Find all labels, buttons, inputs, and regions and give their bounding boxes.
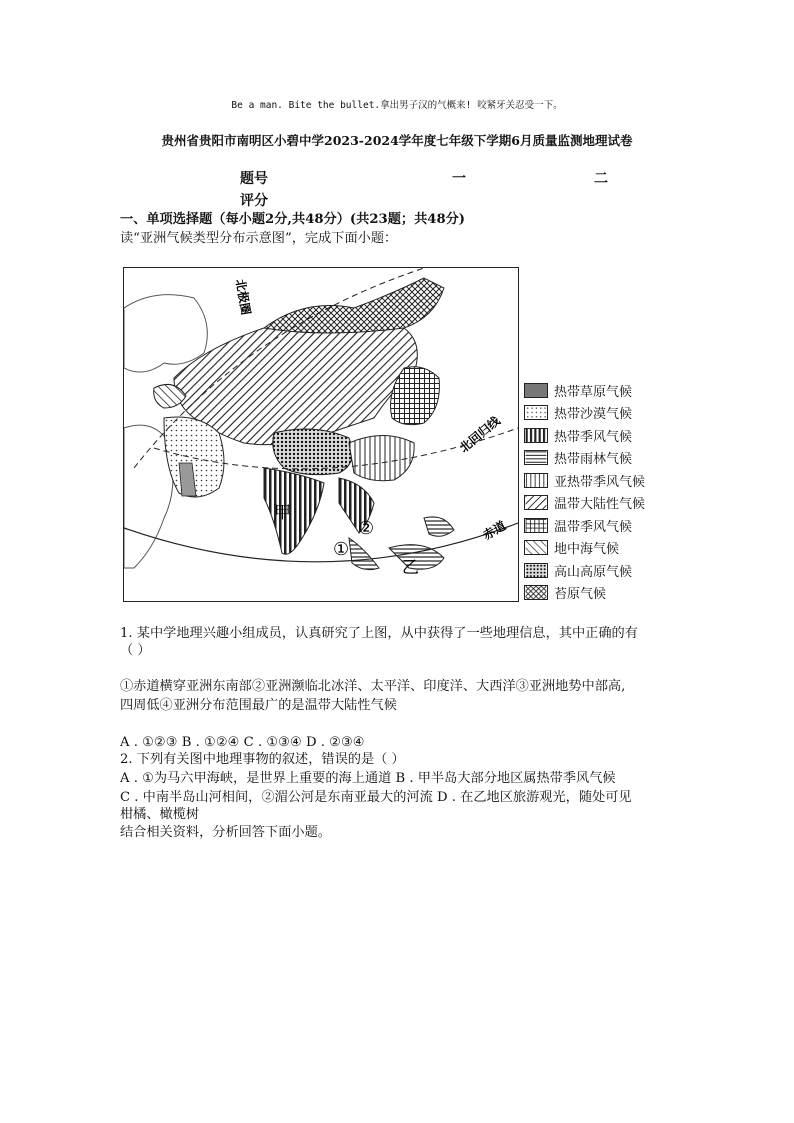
legend-item (524, 537, 654, 560)
legend-label: 热带草原气候 (554, 384, 633, 400)
legend-item (524, 447, 654, 470)
followup-instruction: 结合相关资料，分析回答下面小题。 (120, 825, 331, 840)
legend-label: 温带大陆性气候 (554, 497, 646, 513)
legend-item (524, 582, 654, 605)
score-table-row2-label: 评分 (240, 193, 268, 209)
label-equator: 赤道 (480, 518, 509, 543)
label-arctic-circle: 北极圈 (233, 278, 254, 316)
header-motto: Be a man. Bite the bullet.拿出男子汉的气概来! 咬紧牙关忍受一下。 (231, 100, 563, 111)
map-legend (524, 379, 654, 604)
label-jia: 甲 (274, 503, 291, 523)
q1-paren: （ ） (120, 643, 151, 658)
legend-label: 高山高原气候 (554, 564, 633, 580)
legend-label: 热带季风气候 (554, 429, 633, 445)
asia-climate-map (123, 267, 519, 602)
legend-swatch (524, 518, 548, 533)
label-two: ② (358, 518, 375, 539)
q1-statements-line2: 四周低④亚洲分布范围最广的是温带大陆性气候 (120, 698, 397, 713)
legend-swatch (524, 585, 548, 600)
legend-item (524, 492, 654, 515)
legend-swatch (524, 405, 548, 420)
legend-label: 热带沙漠气候 (554, 407, 633, 423)
q2-stem: 2. 下列有关图中地理事物的叙述，错误的是（ ） (120, 752, 405, 767)
map-svg (124, 268, 518, 601)
q1-options: A . ①②③ B . ①②④ C . ①③④ D . ②③④ (120, 735, 365, 750)
legend-label: 地中海气候 (554, 542, 620, 558)
legend-swatch (524, 563, 548, 578)
section1-intro: 读“亚洲气候类型分布示意图”，完成下面小题： (120, 231, 398, 246)
legend-item (524, 402, 654, 425)
score-table-col2: 二 (594, 171, 608, 187)
legend-swatch (524, 473, 548, 488)
legend-swatch (524, 428, 548, 443)
q2-options-cd: C . 中南半岛山河相间，②湄公河是东南亚最大的河流 D . 在乙地区旅游观光，随处可见 (120, 790, 632, 805)
legend-item (524, 514, 654, 537)
q2-options-cd-cont: 柑橘、橄榄树 (120, 807, 200, 822)
legend-swatch (524, 495, 548, 510)
section1-heading: 一、单项选择题（每小题2分,共48分）(共23题；共48分) (120, 212, 466, 227)
label-one: ① (333, 539, 350, 560)
legend-swatch (524, 383, 548, 398)
score-table-row1-label: 题号 (240, 171, 268, 187)
q1-statements-line1: ①赤道横穿亚洲东南部②亚洲濒临北冰洋、太平洋、印度洋、大西洋③亚洲地势中部高, (120, 679, 626, 694)
legend-label: 温带季风气候 (554, 519, 633, 535)
label-yi: 乙 (402, 558, 419, 578)
legend-item (524, 379, 654, 402)
legend-label: 热带雨林气候 (554, 452, 633, 468)
label-tropic-of-cancer: 北回归线 (456, 413, 503, 456)
legend-label: 亚热带季风气候 (554, 474, 646, 490)
legend-item (524, 469, 654, 492)
legend-swatch (524, 540, 548, 555)
legend-label: 苔原气候 (554, 587, 607, 603)
legend-item (524, 559, 654, 582)
score-table-col1: 一 (452, 171, 466, 187)
q1-stem: 1. 某中学地理兴趣小组成员，认真研究了上图，从中获得了一些地理信息，其中正确的有 (120, 626, 638, 641)
legend-item (524, 424, 654, 447)
q2-options-ab: A . ①为马六甲海峡，是世界上重要的海上通道 B . 甲半岛大部分地区属热带季风气候 (120, 771, 616, 786)
legend-swatch (524, 450, 548, 465)
exam-title: 贵州省贵阳市南明区小碧中学2023-2024学年度七年级下学期6月质量监测地理试卷 (161, 133, 633, 148)
